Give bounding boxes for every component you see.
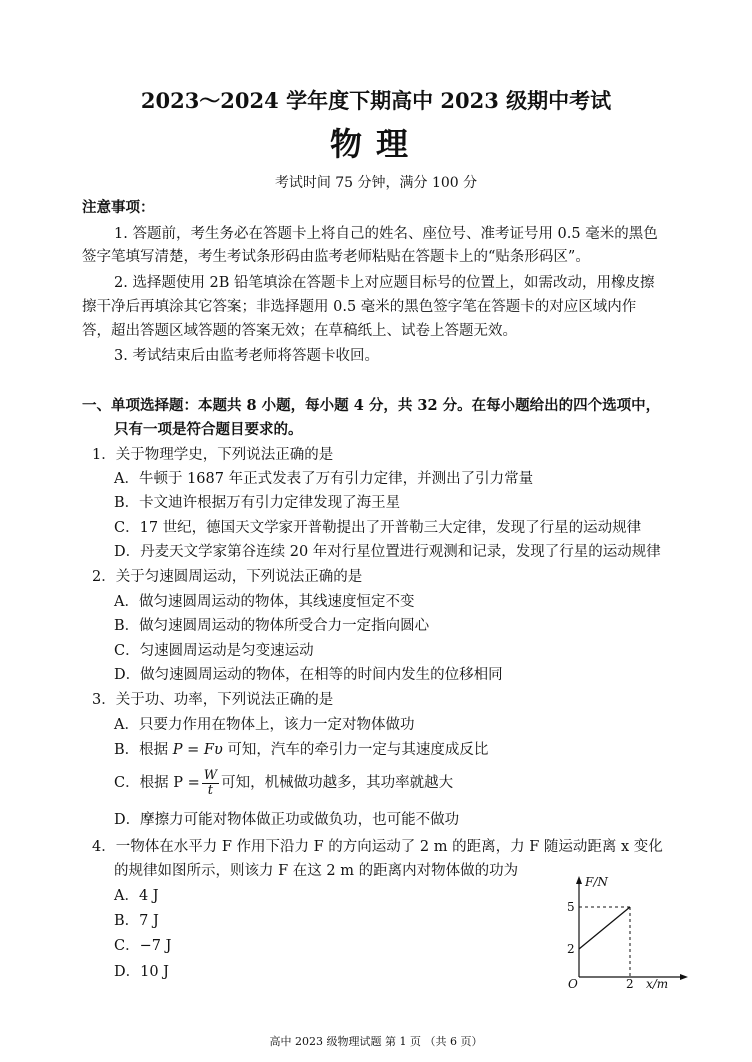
q3-option-b xyxy=(114,740,488,760)
y-tick-label-5: 5 xyxy=(567,900,575,914)
power-formula-pfv: P = Fυ xyxy=(172,742,223,758)
y-tick-label-2: 2 xyxy=(567,942,575,956)
subject-title: 物理 xyxy=(329,125,422,163)
page-footer: 高中 2023 级物理试题 第 1 页 （共 6 页） xyxy=(269,1035,483,1048)
exam-title: 2023～2024 学年度下期高中 2023 级期中考试 xyxy=(140,88,612,113)
x-axis-arrow xyxy=(680,974,688,980)
note-2-line-2: 擦干净后再填涂其它答案；非选择题用 0.5 毫米的黑色签字笔在答题卡的对应区域内作 xyxy=(82,299,637,315)
note-2-line-3: 答，超出答题区域答题的答案无效；在草稿纸上、试卷上答题无效。 xyxy=(82,323,517,339)
x-axis-label: x/m xyxy=(646,977,669,991)
q3-option-c-prefix: C．根据 P = xyxy=(114,775,200,791)
q3-option-c-text: 可知，机械做功越多，其功率就越大 xyxy=(221,775,454,791)
q2-option-b: B．做匀速圆周运动的物体所受合力一定指向圆心 xyxy=(114,618,430,634)
q1-option-a: A．牛顿于 1687 年正式发表了万有引力定律，并测出了引力常量 xyxy=(114,471,534,487)
q2-option-d: D．做匀速圆周运动的物体，在相等的时间内发生的位移相同 xyxy=(114,667,503,683)
note-1-line-2: 签字笔填写清楚，考生考试条形码由监考老师粘贴在答题卡上的“贴条形码区”。 xyxy=(82,249,590,265)
fraction-denominator: t xyxy=(207,782,214,798)
q2-stem: 2．关于匀速圆周运动，下列说法正确的是 xyxy=(92,569,363,585)
q4-option-c: C．−7 J xyxy=(114,938,172,954)
q4-stem-line-2: 的规律如图所示，则该力 F 在这 2 m 的距离内对物体做的功为 xyxy=(114,863,519,879)
force-displacement-graph xyxy=(556,872,696,992)
q3-option-a: A．只要力作用在物体上，该力一定对物体做功 xyxy=(114,717,415,733)
force-line-series xyxy=(579,907,630,949)
q2-option-a: A．做匀速圆周运动的物体，其线速度恒定不变 xyxy=(114,594,415,610)
q4-stem-line-1: 4．一物体在水平力 F 作用下沿力 F 的方向运动了 2 m 的距离，力 F 随运动距离 x 变化 xyxy=(92,839,663,855)
q4-option-d: D．10 J xyxy=(114,964,169,980)
note-2-line-1: 2. 选择题使用 2B 铅笔填涂在答题卡上对应题目标号的位置上，如需改动，用橡皮擦 xyxy=(114,275,655,291)
exam-time-info: 考试时间 75 分钟，满分 100 分 xyxy=(274,175,478,191)
x-tick-label-2: 2 xyxy=(626,977,634,991)
q4-option-a: A．4 J xyxy=(114,888,159,904)
q2-option-c: C．匀速圆周运动是匀变速运动 xyxy=(114,643,314,659)
q1-option-c: C．17 世纪，德国天文学家开普勒提出了开普勒三大定律，发现了行星的运动规律 xyxy=(114,520,642,536)
q3-option-b-prefix: B．根据 xyxy=(114,742,173,758)
notes-heading: 注意事项： xyxy=(82,199,155,216)
q3-option-c xyxy=(114,768,453,798)
section-1-heading-line-2: 只有一项是符合题目要求的。 xyxy=(114,421,303,438)
y-axis-arrow xyxy=(576,876,582,884)
q3-stem: 3．关于功、功率，下列说法正确的是 xyxy=(92,692,334,708)
note-1-line-1: 1. 答题前，考生务必在答题卡上将自己的姓名、座位号、准考证号用 0.5 毫米的黑色 xyxy=(114,226,658,242)
q1-option-b: B．卡文迪许根据万有引力定律发现了海王星 xyxy=(114,495,401,511)
q4-option-b: B．7 J xyxy=(114,913,159,929)
q3-option-b-text: 可知，汽车的牵引力一定与其速度成反比 xyxy=(222,742,489,758)
fraction-numerator: W xyxy=(203,767,218,783)
q1-option-d: D．丹麦天文学家第谷连续 20 年对行星位置进行观测和记录，发现了行星的运动规律 xyxy=(114,544,661,560)
origin-label: O xyxy=(568,977,578,991)
y-axis-label: F/N xyxy=(585,875,608,889)
section-1-heading-line-1: 一、单项选择题：本题共 8 小题，每小题 4 分，共 32 分。在每小题给出的四个选项中， xyxy=(82,397,661,414)
q1-stem: 1．关于物理学史，下列说法正确的是 xyxy=(92,447,334,463)
power-formula-fraction xyxy=(202,769,219,798)
note-3: 3. 考试结束后由监考老师将答题卡收回。 xyxy=(114,348,379,364)
q3-option-d: D．摩擦力可能对物体做正功或做负功，也可能不做功 xyxy=(114,812,460,828)
